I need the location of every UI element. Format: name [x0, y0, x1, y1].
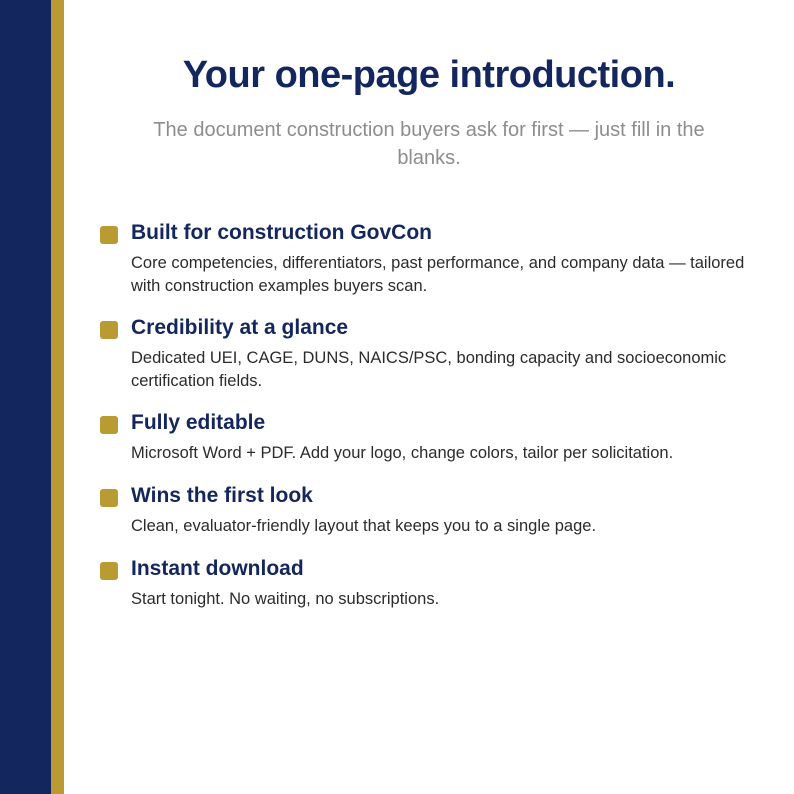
- feature-title: Instant download: [131, 557, 304, 580]
- bullet-square-icon: [100, 489, 118, 507]
- page-title: Your one-page introduction.: [182, 54, 676, 96]
- feature-title: Fully editable: [131, 411, 266, 434]
- left-gold-stripe: [51, 0, 64, 794]
- feature-description: Core competencies, differentiators, past performance, and company data — tailored with construction examples buyers scan.: [131, 254, 745, 295]
- feature-description: Start tonight. No waiting, no subscriptions.: [131, 590, 440, 608]
- feature-description: Microsoft Word + PDF. Add your logo, change colors, tailor per solicitation.: [131, 444, 674, 462]
- bullet-square-icon: [100, 226, 118, 244]
- bullet-square-icon: [100, 562, 118, 580]
- feature-title: Credibility at a glance: [131, 316, 349, 339]
- bullet-square-icon: [100, 321, 118, 339]
- bullet-square-icon: [100, 416, 118, 434]
- feature-description: Clean, evaluator-friendly layout that keeps you to a single page.: [131, 517, 597, 535]
- feature-description: Dedicated UEI, CAGE, DUNS, NAICS/PSC, bonding capacity and socioeconomic certification fields.: [131, 349, 727, 390]
- main-content: [64, 0, 794, 794]
- feature-title: Built for construction GovCon: [131, 221, 432, 244]
- feature-title: Wins the first look: [131, 484, 313, 507]
- page-subtitle: The document construction buyers ask for first — just fill in the blanks.: [153, 119, 705, 169]
- left-navy-stripe: [0, 0, 51, 794]
